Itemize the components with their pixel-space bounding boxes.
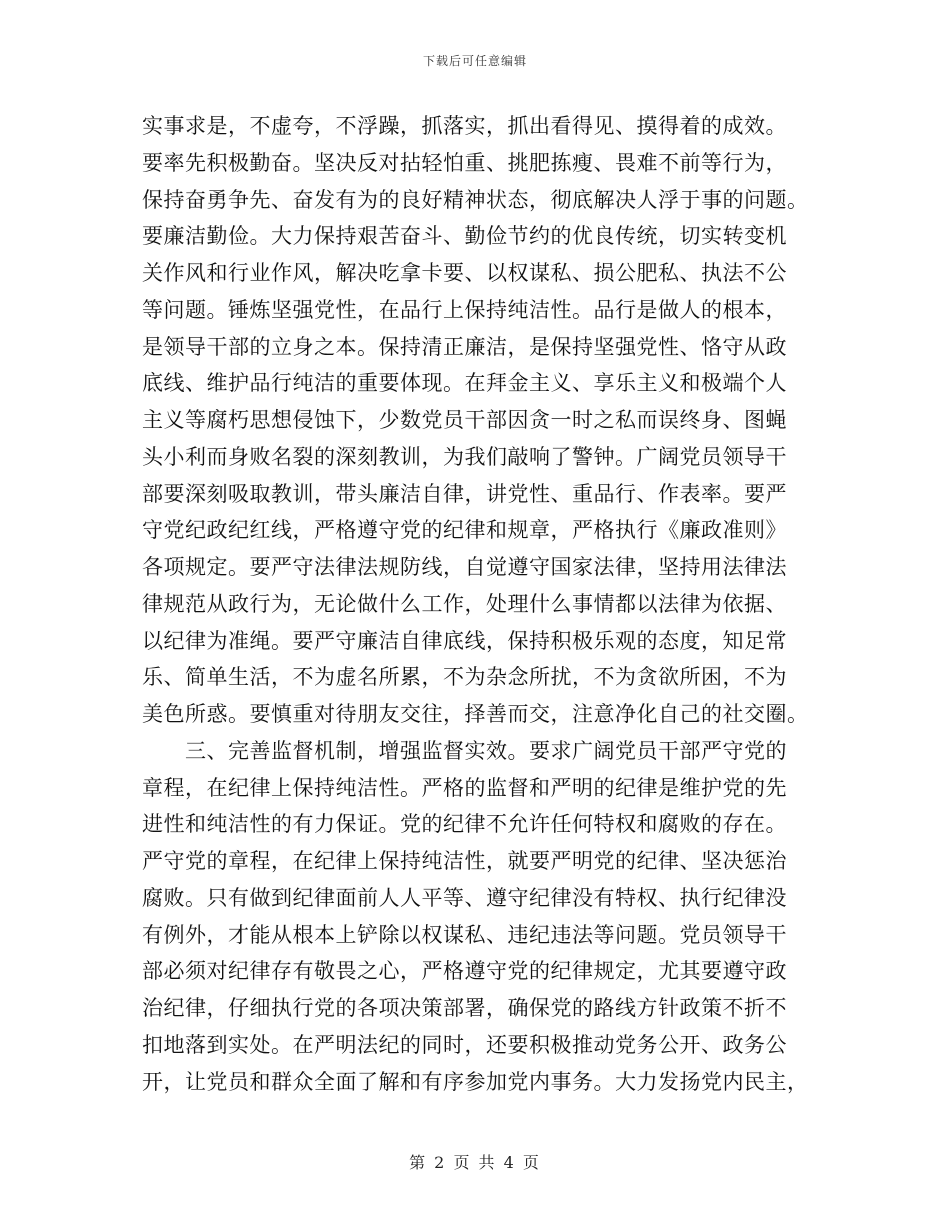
text-line-9: 主义等腐朽思想侵蚀下，少数党员干部因贪一时之私而误终身、图蝇 bbox=[142, 408, 787, 432]
text-line-16: 乐、简单生活，不为虚名所累，不为杂念所扰，不为贪欲所困，不为 bbox=[142, 665, 787, 690]
text-line-5: 关作风和行业作风，解决吃拿卡要、以权谋私、损公肥私、执法不公 bbox=[142, 261, 787, 285]
text-line-10: 头小利而身败名裂的深刻教训，为我们敲响了警钟。广阔党员领导干 bbox=[142, 444, 787, 469]
text-line-1: 实事求是，不虚夸，不浮躁，抓落实，抓出看得见、摸得着的成效。 bbox=[142, 114, 787, 138]
text-line-19: 章程，在纪律上保持纯洁性。严格的监督和严明的纪律是维护党的先 bbox=[142, 775, 787, 800]
text-line-20: 进性和纯洁性的有力保证。党的纪律不允许任何特权和腐败的存在。 bbox=[142, 812, 787, 837]
text-line-25: 治纪律，仔细执行党的各项决策部署，确保党的路线方针政策不折不 bbox=[142, 996, 787, 1020]
page-header: 下载后可任意编辑 bbox=[422, 54, 527, 68]
text-line-11: 部要深刻吸取教训，带头廉洁自律，讲党性、重品行、作表率。要严 bbox=[142, 481, 787, 506]
text-line-22: 腐败。只有做到纪律面前人人平等、遵守纪律没有特权、执行纪律没 bbox=[142, 885, 787, 910]
text-line-17: 美色所惑。要慎重对待朋友交往，择善而交，注意净化自己的社交圈。 bbox=[142, 702, 809, 726]
text-line-14: 律规范从政行为，无论做什么工作，处理什么事情都以法律为依据、 bbox=[142, 591, 787, 616]
text-line-26: 扣地落到实处。在严明法纪的同时，还要积极推动党务公开、政务公 bbox=[142, 1032, 787, 1057]
text-line-23: 有例外，才能从根本上铲除以权谋私、违纪违法等问题。党员领导干 bbox=[142, 922, 787, 947]
text-line-2: 要率先积极勤奋。坚决反对拈轻怕重、挑肥拣瘦、畏难不前等行为， bbox=[142, 150, 787, 175]
text-line-18: 三、完善监督机制，增强监督实效。要求广阔党员干部严守党的 bbox=[142, 738, 787, 763]
text-line-7: 是领导干部的立身之本。保持清正廉洁，是保持坚强党性、恪守从政 bbox=[142, 334, 787, 359]
text-line-8: 底线、维护品行纯洁的重要体现。在拜金主义、享乐主义和极端个人 bbox=[142, 371, 787, 396]
text-line-21: 严守党的章程，在纪律上保持纯洁性，就要严明党的纪律、坚决惩治 bbox=[142, 849, 787, 873]
text-line-15: 以纪律为准绳。要严守廉洁自律底线，保持积极乐观的态度，知足常 bbox=[142, 628, 787, 653]
text-line-3: 保持奋勇争先、奋发有为的良好精神状态，彻底解决人浮于事的问题。 bbox=[142, 187, 809, 212]
page-footer: 第 2 页 共 4 页 bbox=[409, 1153, 541, 1172]
text-line-13: 各项规定。要严守法律法规防线，自觉遵守国家法律，坚持用法律法 bbox=[142, 555, 787, 579]
text-line-27: 开，让党员和群众全面了解和有序参加党内事务。大力发扬党内民主， bbox=[142, 1069, 809, 1094]
text-line-24: 部必须对纪律存有敬畏之心，严格遵守党的纪律规定，尤其要遵守政 bbox=[142, 959, 787, 984]
document-body bbox=[142, 108, 822, 1100]
text-line-6: 等问题。锤炼坚强党性，在品行上保持纯洁性。品行是做人的根本， bbox=[142, 297, 787, 322]
text-line-4: 要廉洁勤俭。大力保持艰苦奋斗、勤俭节约的优良传统，切实转变机 bbox=[142, 224, 787, 249]
text-line-12: 守党纪政纪红线，严格遵守党的纪律和规章，严格执行《廉政准则》 bbox=[142, 518, 787, 543]
